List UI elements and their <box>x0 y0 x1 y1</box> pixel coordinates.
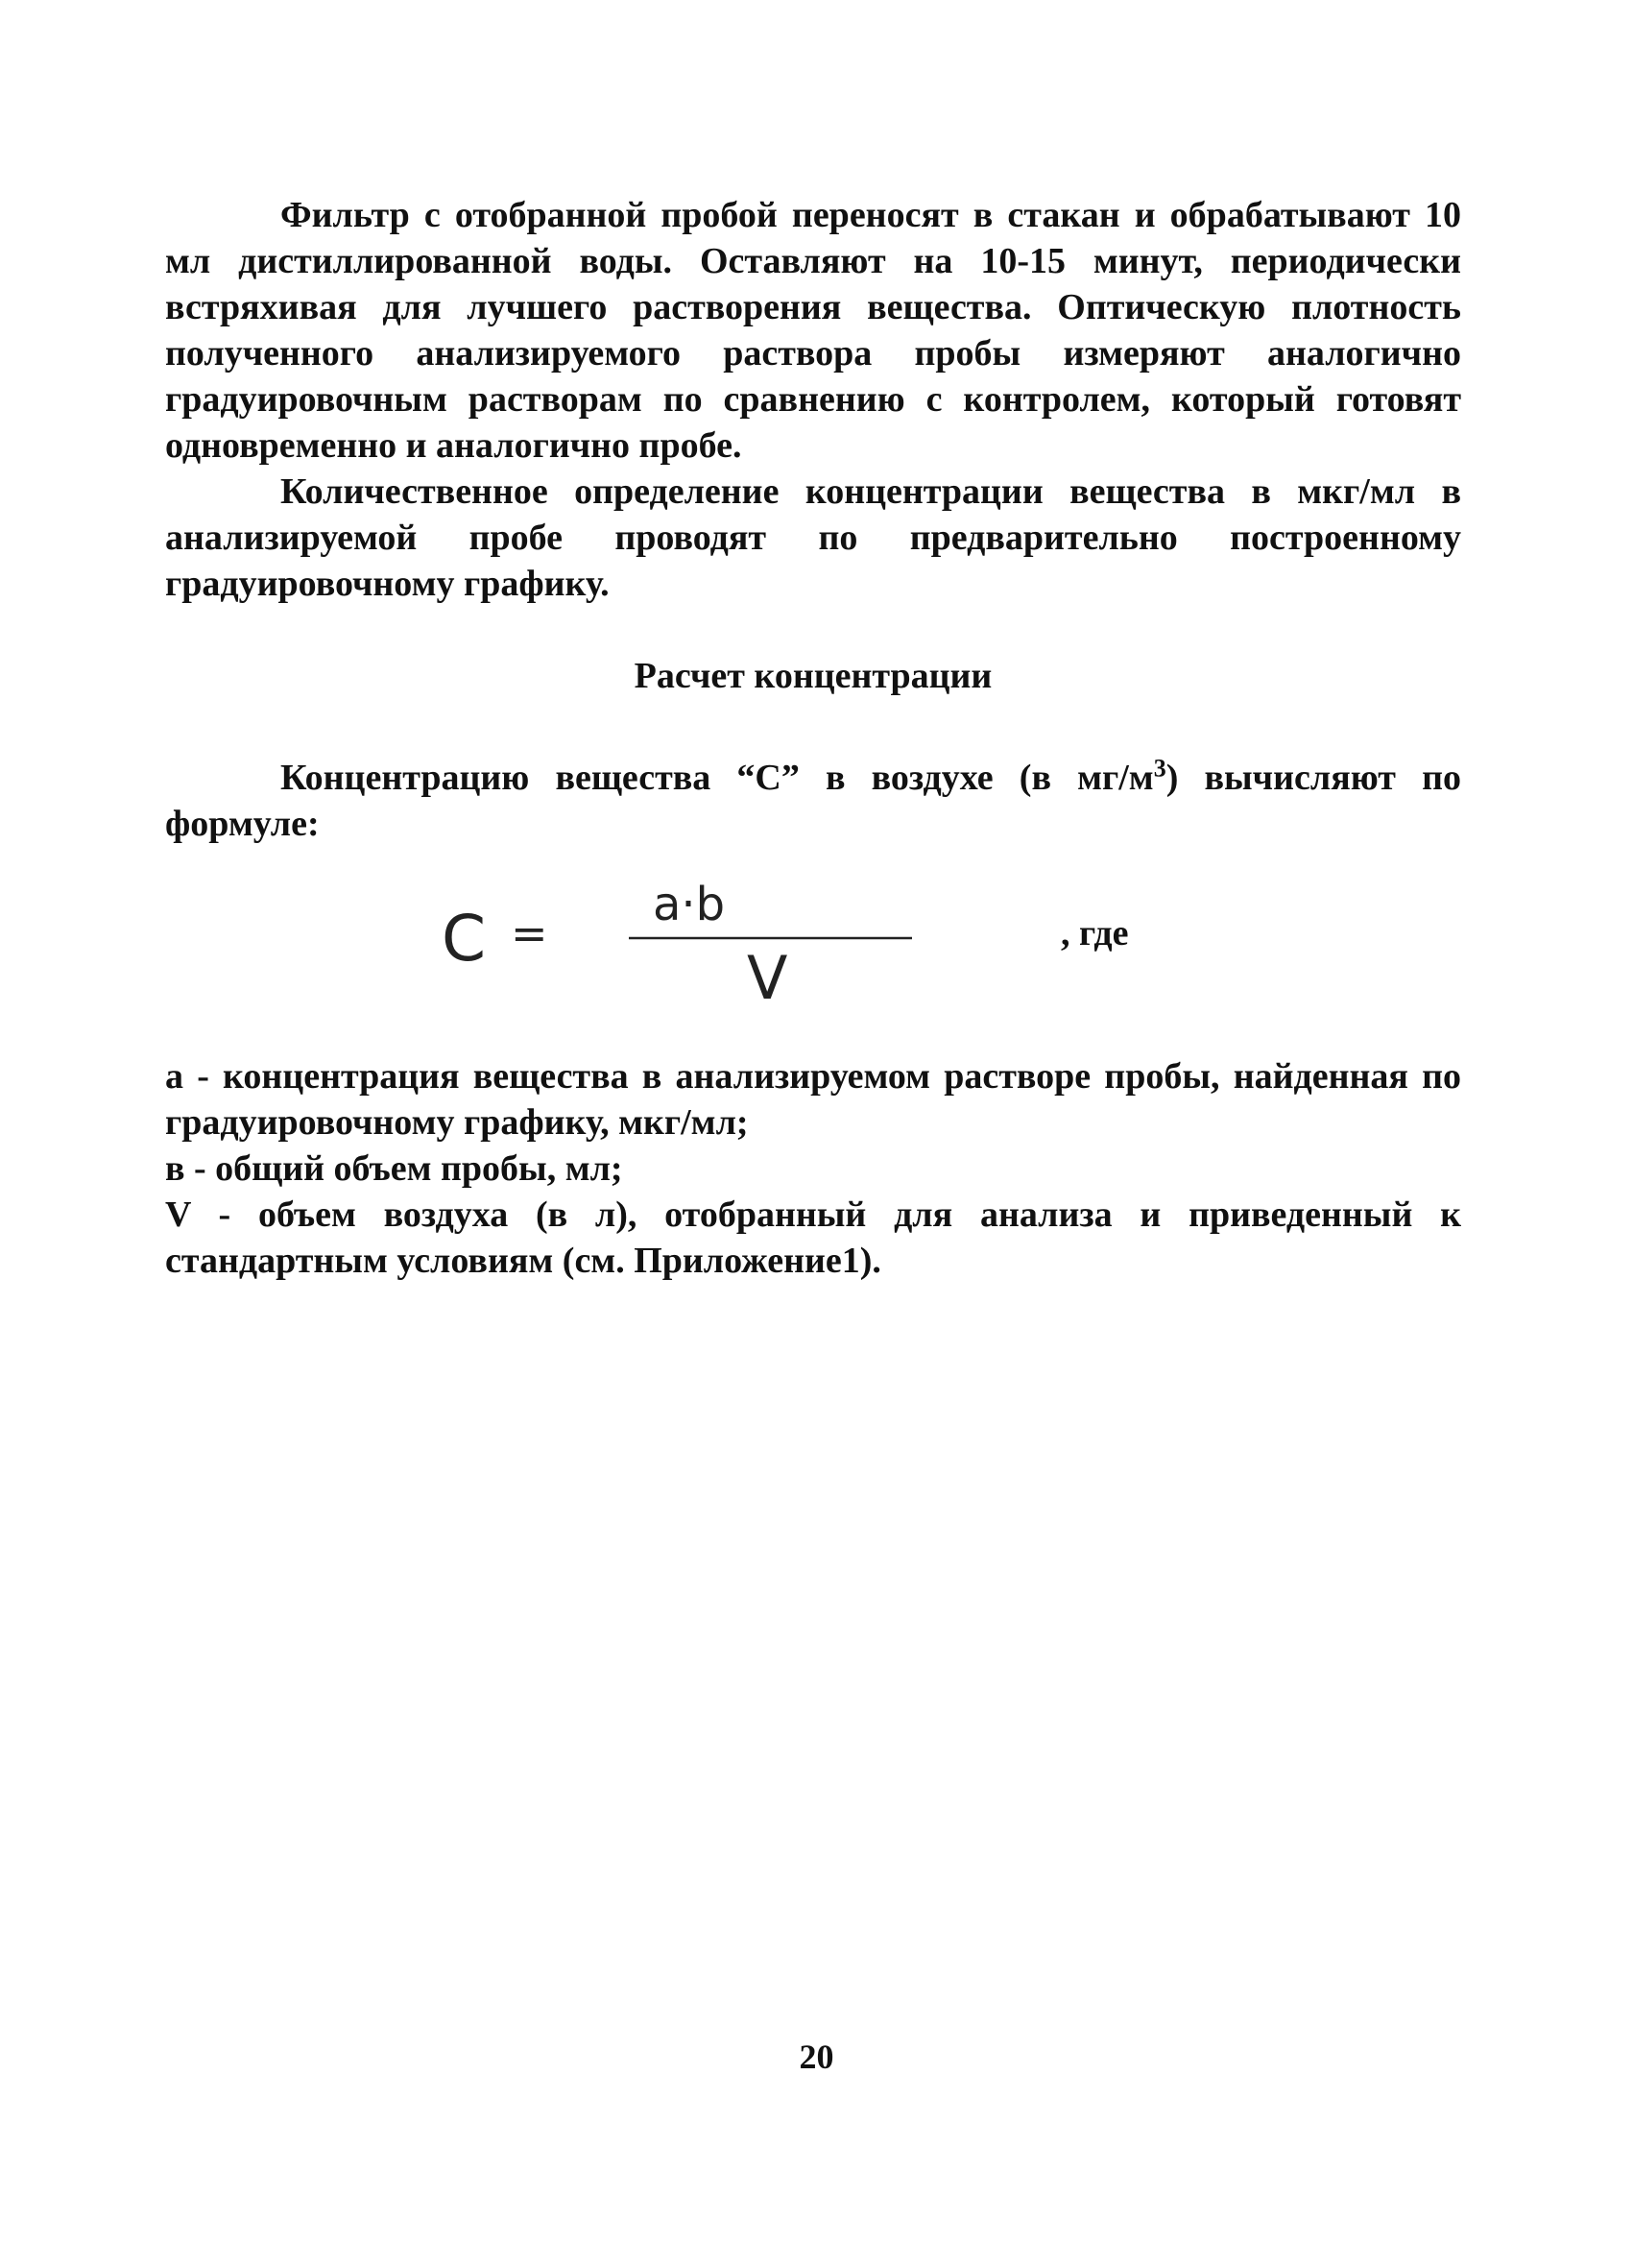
definition-b: в - общий объем пробы, мл; <box>165 1148 623 1189</box>
paragraph-quantitative-determination: Количественное определение концентрации вещества в мкг/мл в анализируемой пробе проводят по предварительно построенному градуировочному графику. <box>165 471 1461 604</box>
page-number: 20 <box>799 2038 834 2076</box>
body-text-top <box>165 192 1461 607</box>
variable-definitions <box>165 1053 1461 1284</box>
paragraph-filter-procedure: Фильтр с отобранной пробой переносят в стакан и обрабатывают 10 мл дистиллированной воды. Оставляют на 10-15 минут, периодически встряхивая для лучшего растворения вещества. Оптическую плотность полученного анализируемого раствора пробы измеряют аналогично градуировочным растворам по сравнению с контролем, который готовят одновременно и аналогично пробе. <box>165 195 1461 466</box>
section-heading: Расчет концентрации <box>634 656 993 696</box>
formula-intro-superscript: 3 <box>1153 754 1166 783</box>
formula-lhs: C <box>442 902 487 976</box>
definition-v: V - объем воздуха (в л), отобранный для анализа и приведенный к стандартным условиям (см. Приложение1). <box>165 1194 1461 1281</box>
formula-denominator: V <box>747 943 788 1008</box>
formula-intro <box>165 755 1461 847</box>
formula-numerator: a·b <box>653 878 726 931</box>
formula-intro-text: Концентрацию вещества “C” в воздухе (в мг/м <box>280 758 1154 798</box>
definition-a: a - концентрация вещества в анализируемом растворе пробы, найденная по градуировочному графику, мкг/мл; <box>165 1056 1461 1143</box>
formula-intro-text-end: ) вычисляют по формуле: <box>165 758 1461 844</box>
formula-where-label: , где <box>1061 913 1129 953</box>
formula-equals: = <box>511 907 548 959</box>
